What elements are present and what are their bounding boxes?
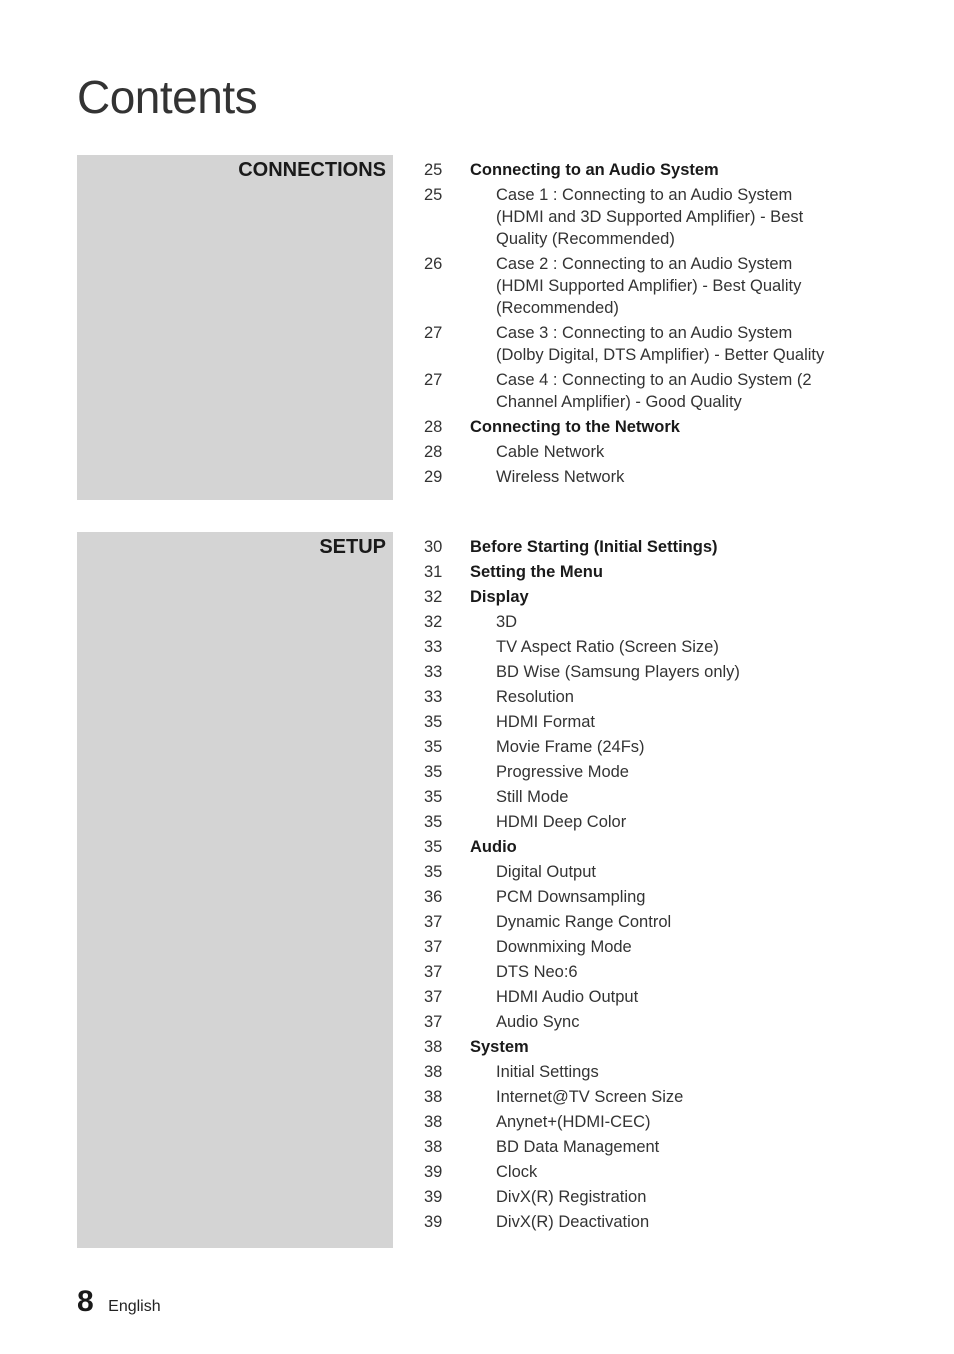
toc-entry-text: Initial Settings — [496, 1063, 599, 1081]
toc-subentry[interactable] — [424, 253, 844, 319]
toc-page-number: 25 — [424, 186, 443, 204]
toc-subentry[interactable] — [424, 886, 844, 908]
toc-page-number: 32 — [424, 588, 443, 606]
toc-page-number: 35 — [424, 788, 443, 806]
toc-heading-entry[interactable] — [424, 561, 844, 583]
toc-subentry[interactable] — [424, 369, 844, 413]
toc-entry-text: TV Aspect Ratio (Screen Size) — [496, 638, 719, 656]
toc-entry-text: Still Mode — [496, 788, 569, 806]
toc-page-number: 36 — [424, 888, 443, 906]
toc-page-number: 29 — [424, 468, 443, 486]
toc-subentry[interactable] — [424, 786, 844, 808]
toc-subentry[interactable] — [424, 936, 844, 958]
toc-subentry[interactable] — [424, 711, 844, 733]
toc-heading-entry[interactable] — [424, 159, 844, 181]
toc-entry-text: Case 2 : Connecting to an Audio System (HDMI Supported Amplifier) - Best Quality (Recommended) — [496, 255, 802, 317]
toc-subentry[interactable] — [424, 1086, 844, 1108]
toc-subentry[interactable] — [424, 686, 844, 708]
toc-subentry[interactable] — [424, 736, 844, 758]
toc-page-number: 35 — [424, 738, 443, 756]
toc-page-number: 33 — [424, 663, 443, 681]
toc-entry-text: Progressive Mode — [496, 763, 629, 781]
toc-page-number: 28 — [424, 443, 443, 461]
toc-heading-entry[interactable] — [424, 536, 844, 558]
toc-entry-text: HDMI Audio Output — [496, 988, 639, 1006]
toc-page-number: 37 — [424, 913, 443, 931]
toc-subentry[interactable] — [424, 441, 844, 463]
toc-heading-entry[interactable] — [424, 586, 844, 608]
toc-subentry[interactable] — [424, 1161, 844, 1183]
toc-page-number: 39 — [424, 1163, 443, 1181]
toc-entry-text: Downmixing Mode — [496, 938, 632, 956]
page-footer — [77, 1285, 161, 1319]
toc-entry-text: DTS Neo:6 — [496, 963, 578, 981]
toc-entry-text: Dynamic Range Control — [496, 913, 672, 931]
toc-entry-text: Setting the Menu — [470, 563, 603, 581]
toc-page-number: 37 — [424, 1013, 443, 1031]
toc-page-number: 26 — [424, 255, 443, 273]
toc-page-number: 38 — [424, 1063, 443, 1081]
language-label: English — [108, 1298, 161, 1315]
section-label-panel — [77, 155, 393, 500]
toc-entry-text: Before Starting (Initial Settings) — [470, 538, 718, 556]
toc-page-number: 31 — [424, 563, 443, 581]
toc-entry-text: Digital Output — [496, 863, 596, 881]
toc-page-number: 25 — [424, 161, 443, 179]
toc-page-number: 27 — [424, 324, 443, 342]
toc-page-number: 32 — [424, 613, 443, 631]
toc-entry-text: 3D — [496, 613, 518, 631]
section-label-panel — [77, 532, 393, 1248]
toc-subentry[interactable] — [424, 184, 844, 250]
toc-entry-text: DivX(R) Registration — [496, 1188, 647, 1206]
toc-entry-text: Connecting to the Network — [470, 418, 680, 436]
toc-entry-text: DivX(R) Deactivation — [496, 1213, 650, 1231]
toc-page-number: 28 — [424, 418, 443, 436]
toc-subentry[interactable] — [424, 322, 844, 366]
toc-page-number: 35 — [424, 713, 443, 731]
toc-subentry[interactable] — [424, 466, 844, 488]
toc-page-number: 38 — [424, 1038, 443, 1056]
toc-entry-text: Internet@TV Screen Size — [496, 1088, 684, 1106]
toc-subentry[interactable] — [424, 986, 844, 1008]
toc-page-number: 38 — [424, 1088, 443, 1106]
toc-subentry[interactable] — [424, 611, 844, 633]
toc-page-number: 37 — [424, 963, 443, 981]
toc-entry-text: Display — [470, 588, 529, 606]
section-title: CONNECTIONS — [238, 159, 386, 181]
toc-entry-text: Connecting to an Audio System — [470, 161, 719, 179]
toc-subentry[interactable] — [424, 636, 844, 658]
toc-subentry[interactable] — [424, 1211, 844, 1233]
toc-entry-text: Case 1 : Connecting to an Audio System (HDMI and 3D Supported Amplifier) - Best Quality (Recommended) — [496, 186, 804, 248]
toc-entry-text: Audio — [470, 838, 517, 856]
toc-entry-list — [424, 536, 844, 1236]
page-title: Contents — [77, 71, 258, 123]
toc-heading-entry[interactable] — [424, 416, 844, 438]
toc-subentry[interactable] — [424, 1186, 844, 1208]
toc-page-number: 33 — [424, 688, 443, 706]
page-number: 8 — [77, 1285, 94, 1318]
toc-page-number: 35 — [424, 838, 443, 856]
toc-page-number: 33 — [424, 638, 443, 656]
toc-page-number: 35 — [424, 763, 443, 781]
toc-entry-text: BD Wise (Samsung Players only) — [496, 663, 740, 681]
section-title: SETUP — [319, 536, 386, 558]
toc-subentry[interactable] — [424, 761, 844, 783]
toc-subentry[interactable] — [424, 1011, 844, 1033]
toc-subentry[interactable] — [424, 911, 844, 933]
toc-entry-text: System — [470, 1038, 529, 1056]
toc-entry-text: Wireless Network — [496, 468, 625, 486]
toc-entry-text: Resolution — [496, 688, 574, 706]
toc-entry-text: Cable Network — [496, 443, 605, 461]
toc-subentry[interactable] — [424, 1136, 844, 1158]
toc-heading-entry[interactable] — [424, 836, 844, 858]
toc-entry-list — [424, 159, 844, 491]
toc-entry-text: Audio Sync — [496, 1013, 580, 1031]
toc-page-number: 38 — [424, 1138, 443, 1156]
toc-entry-text: BD Data Management — [496, 1138, 660, 1156]
toc-subentry[interactable] — [424, 961, 844, 983]
toc-subentry[interactable] — [424, 811, 844, 833]
toc-entry-text: HDMI Format — [496, 713, 595, 731]
toc-page-number: 38 — [424, 1113, 443, 1131]
toc-subentry[interactable] — [424, 661, 844, 683]
toc-subentry[interactable] — [424, 1061, 844, 1083]
toc-page-number: 35 — [424, 813, 443, 831]
toc-page-number: 37 — [424, 988, 443, 1006]
toc-entry-text: Movie Frame (24Fs) — [496, 738, 645, 756]
toc-entry-text: HDMI Deep Color — [496, 813, 627, 831]
toc-page-number: 37 — [424, 938, 443, 956]
toc-entry-text: Case 4 : Connecting to an Audio System (2 Channel Amplifier) - Good Quality — [496, 371, 812, 411]
toc-entry-text: Case 3 : Connecting to an Audio System (Dolby Digital, DTS Amplifier) - Better Quality — [496, 324, 825, 364]
toc-entry-text: Clock — [496, 1163, 538, 1181]
toc-page-number: 27 — [424, 371, 443, 389]
toc-subentry[interactable] — [424, 1111, 844, 1133]
toc-entry-text: Anynet+(HDMI-CEC) — [496, 1113, 651, 1131]
toc-page-number: 39 — [424, 1188, 443, 1206]
toc-page-number: 30 — [424, 538, 443, 556]
toc-heading-entry[interactable] — [424, 1036, 844, 1058]
toc-entry-text: PCM Downsampling — [496, 888, 646, 906]
toc-page-number: 39 — [424, 1213, 443, 1231]
toc-page-number: 35 — [424, 863, 443, 881]
toc-subentry[interactable] — [424, 861, 844, 883]
